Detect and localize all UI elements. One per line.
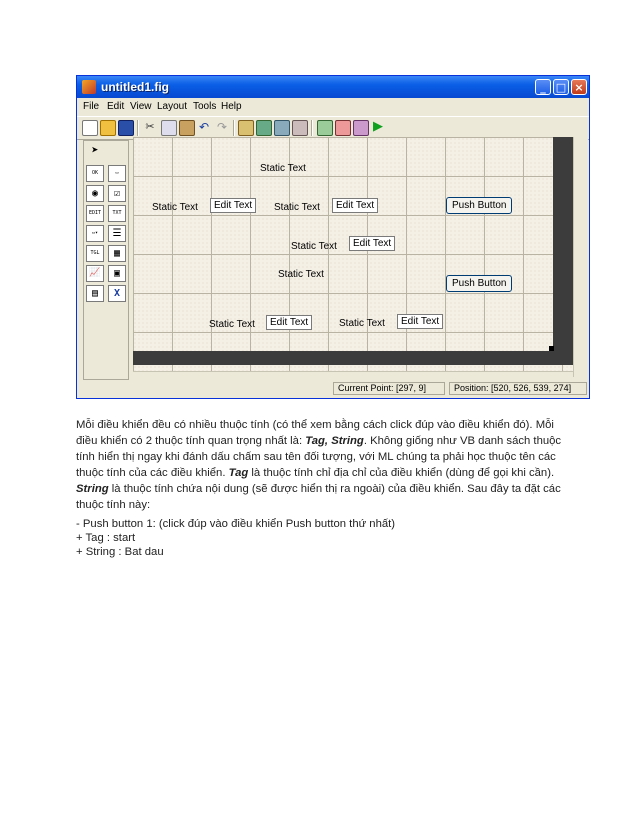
push-button-1[interactable]: Push Button bbox=[446, 197, 512, 214]
static-text-2[interactable]: Static Text bbox=[152, 202, 198, 213]
axes-tool-icon[interactable]: 📈 bbox=[86, 265, 104, 282]
list-item-tag: + Tag : start bbox=[76, 532, 136, 544]
current-point-readout: Current Point: [297, 9] bbox=[333, 382, 445, 395]
menu-bar bbox=[77, 98, 589, 115]
figure-icon[interactable] bbox=[353, 120, 369, 136]
radiobutton-tool-icon[interactable]: ◉ bbox=[86, 185, 104, 202]
static-text-7[interactable]: Static Text bbox=[339, 318, 385, 329]
canvas-edge-bottom bbox=[133, 351, 573, 365]
pushbutton-tool-icon[interactable]: OK bbox=[86, 165, 104, 182]
listbox-tool-icon[interactable]: ☰ bbox=[108, 225, 126, 242]
resize-handle[interactable] bbox=[549, 346, 554, 351]
menu-tools[interactable]: Tools bbox=[193, 101, 217, 112]
static-text-3[interactable]: Static Text bbox=[274, 202, 320, 213]
menu-edit[interactable]: Edit bbox=[107, 101, 125, 112]
menu-layout[interactable]: Layout bbox=[157, 101, 188, 112]
save-icon[interactable] bbox=[118, 120, 134, 136]
open-icon[interactable] bbox=[100, 120, 116, 136]
keyword-string: String bbox=[76, 483, 109, 495]
keyword-tag: Tag bbox=[228, 467, 249, 479]
guide-window bbox=[76, 75, 590, 399]
close-button[interactable]: × bbox=[571, 79, 587, 95]
list-item-heading: - Push button 1: (click đúp vào điều khiển Push button thứ nhất) bbox=[76, 518, 396, 530]
static-text-6[interactable]: Static Text bbox=[209, 319, 255, 330]
status-bar bbox=[77, 380, 589, 398]
align-icon[interactable] bbox=[238, 120, 254, 136]
new-icon[interactable] bbox=[82, 120, 98, 136]
title-bar[interactable] bbox=[77, 76, 589, 98]
menu-file[interactable]: File bbox=[83, 101, 100, 112]
cut-icon[interactable]: ✂ bbox=[145, 120, 155, 133]
checkbox-tool-icon[interactable]: ☑ bbox=[108, 185, 126, 202]
toolbar-separator bbox=[233, 120, 235, 136]
statictext-tool-icon[interactable]: TXT bbox=[108, 205, 126, 222]
run-icon[interactable]: ▶ bbox=[373, 119, 383, 134]
push-button-2[interactable]: Push Button bbox=[446, 275, 512, 292]
position-readout: Position: [520, 526, 539, 274] bbox=[449, 382, 587, 395]
canvas-edge-right bbox=[553, 137, 573, 365]
keyword-tag-string: Tag, String bbox=[305, 435, 364, 447]
paragraph-text-d: là thuộc tính chứa nội dung (sẽ được hiển thị ra ngoài) của điều khiển. Sau đây ta đặt các thuộc tính này: bbox=[76, 483, 561, 511]
window-title: untitled1.fig bbox=[101, 80, 169, 94]
menu-help[interactable]: Help bbox=[221, 101, 242, 112]
table-tool-icon[interactable]: ▦ bbox=[108, 245, 126, 262]
paste-icon[interactable] bbox=[179, 120, 195, 136]
popupmenu-tool-icon[interactable]: ▭▾ bbox=[86, 225, 104, 242]
toolbar-separator bbox=[311, 120, 313, 136]
vertical-scrollbar[interactable] bbox=[573, 137, 588, 377]
copy-icon[interactable] bbox=[161, 120, 177, 136]
maximize-button[interactable]: □ bbox=[553, 79, 569, 95]
paragraph-text-c: là thuộc tính chỉ địa chỉ của điều khiển (dùng để gọi khi cần). bbox=[248, 467, 555, 479]
static-text-4[interactable]: Static Text bbox=[291, 241, 337, 252]
tab-order-icon[interactable] bbox=[274, 120, 290, 136]
object-browser-icon[interactable] bbox=[335, 120, 351, 136]
mfile-editor-icon[interactable] bbox=[292, 120, 308, 136]
activex-tool-icon[interactable]: X bbox=[108, 285, 126, 302]
property-inspector-icon[interactable] bbox=[317, 120, 333, 136]
component-palette bbox=[83, 140, 129, 380]
menu-view[interactable]: View bbox=[130, 101, 152, 112]
undo-icon[interactable]: ↶ bbox=[198, 120, 210, 134]
body-paragraph bbox=[76, 417, 576, 513]
list-item-string: + String : Bat dau bbox=[76, 546, 164, 558]
edit-text-2[interactable]: Edit Text bbox=[332, 198, 378, 213]
buttongroup-tool-icon[interactable]: ▤ bbox=[86, 285, 104, 302]
paragraph-text-b: . Không giống như VB danh sách thuộc tính hiển thị ngay khi đánh dấu chấm sau tên đối tượng, với ML chúng ta phải học thuộc tên các thuộc tính của các điều khiển. bbox=[76, 435, 562, 479]
edit-text-4[interactable]: Edit Text bbox=[266, 315, 312, 330]
togglebutton-tool-icon[interactable]: TGL bbox=[86, 245, 104, 262]
panel-tool-icon[interactable]: ▣ bbox=[108, 265, 126, 282]
matlab-figure-icon bbox=[82, 80, 96, 94]
edittext-tool-icon[interactable]: EDIT bbox=[86, 205, 104, 222]
slider-tool-icon[interactable]: ▭ bbox=[108, 165, 126, 182]
edit-text-3[interactable]: Edit Text bbox=[349, 236, 395, 251]
redo-icon[interactable]: ↷ bbox=[216, 120, 228, 134]
toolbar-separator bbox=[137, 120, 139, 136]
select-tool-icon[interactable]: ➤ bbox=[91, 143, 99, 157]
paragraph-text-a: Mỗi điều khiển đều có nhiều thuộc tính (có thể xem bằng cách click đúp vào điều khiển đó). Mỗi điều khiển có 2 thuộc tính quan trọng nhất là: bbox=[76, 419, 554, 447]
static-text-5[interactable]: Static Text bbox=[278, 269, 324, 280]
layout-area[interactable] bbox=[133, 137, 573, 377]
edit-text-5[interactable]: Edit Text bbox=[397, 314, 443, 329]
menu-editor-icon[interactable] bbox=[256, 120, 272, 136]
static-text-1[interactable]: Static Text bbox=[260, 163, 306, 174]
minimize-button[interactable]: _ bbox=[535, 79, 551, 95]
edit-text-1[interactable]: Edit Text bbox=[210, 198, 256, 213]
